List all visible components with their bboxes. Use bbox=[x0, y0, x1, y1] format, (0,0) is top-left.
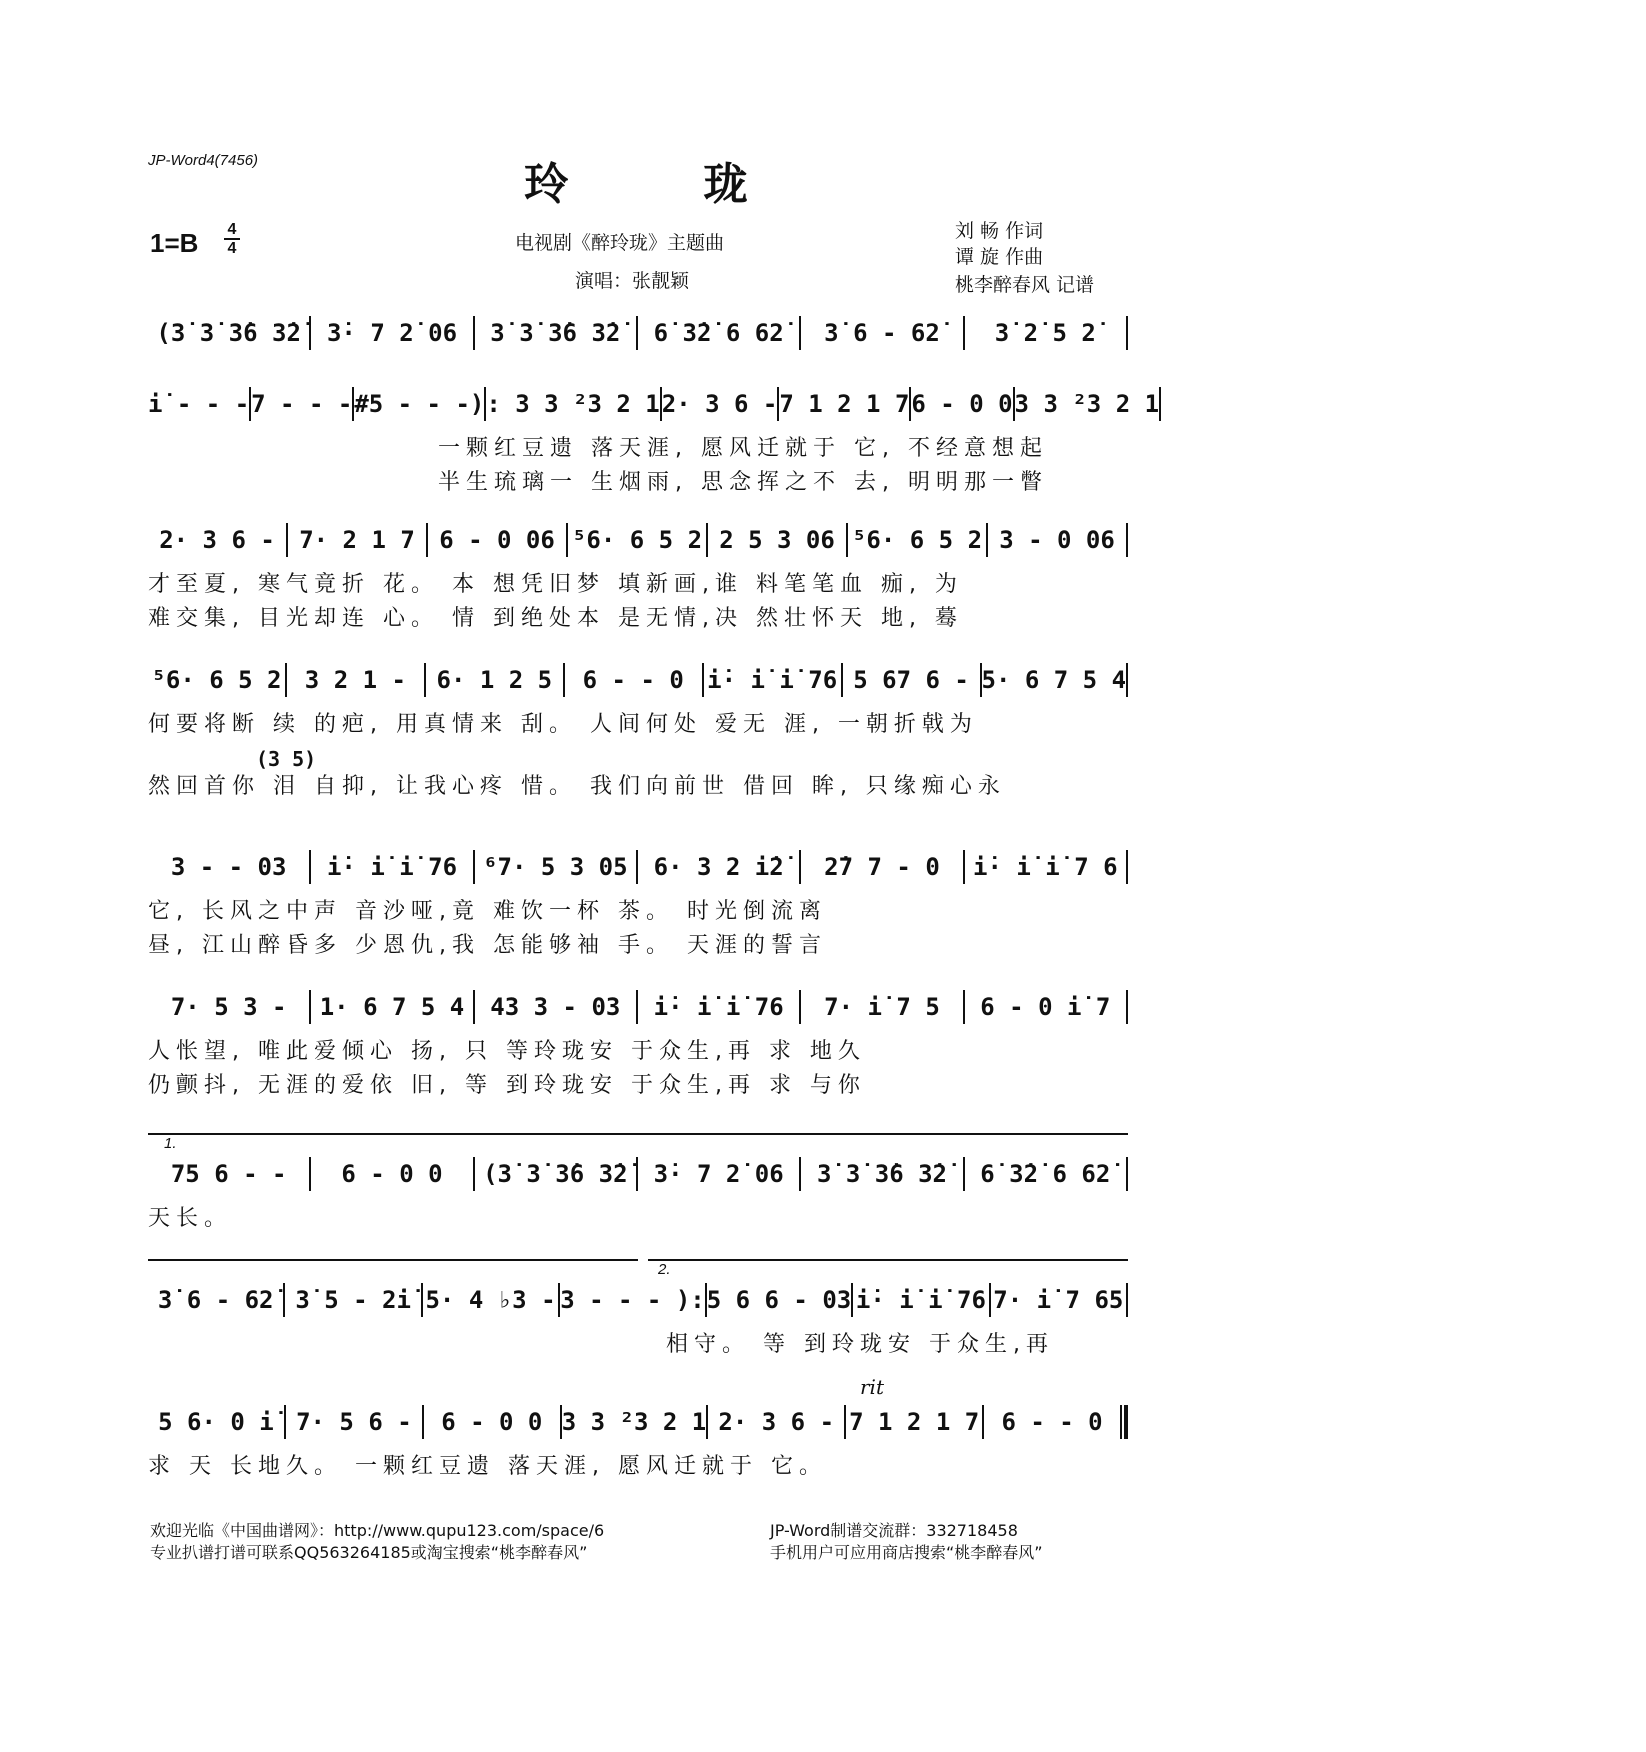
barline bbox=[1126, 990, 1128, 1024]
measure: 7 1 2 1 7 bbox=[849, 1408, 980, 1436]
measure: 3̇ 3̇ 3̇6 3̇2̇ bbox=[816, 1160, 947, 1188]
notes-row bbox=[148, 1157, 1128, 1191]
transcriber-credit: 桃李醉春风 记谱 bbox=[955, 274, 1095, 296]
measure: 6 - - 0 bbox=[1001, 1408, 1103, 1436]
measure: 3̇· 7 2̇ 06 bbox=[326, 319, 458, 347]
measure: 7 - - - bbox=[251, 390, 353, 418]
measure: 3 2 1 - bbox=[304, 666, 406, 694]
measure: ⁵6· 6 5 2 bbox=[151, 666, 282, 694]
measure: 7· i̇ 7 65 bbox=[993, 1286, 1124, 1314]
measure: 75 6 - - bbox=[170, 1160, 287, 1188]
notes-row bbox=[148, 1283, 1128, 1317]
measure: : 3 3 ²3 2 1 bbox=[486, 390, 660, 418]
barline bbox=[1126, 316, 1128, 350]
lyric-line: 才至夏, 寒气竟折 花。 本 想凭旧梦 填新画,谁 料笔笔血 痂, 为 bbox=[148, 572, 963, 597]
measure: 3̇· 7 2̇ 06 bbox=[653, 1160, 784, 1188]
measure: 6 - 0 i̇ 7 bbox=[980, 993, 1111, 1021]
measure: 7· 5 3 - bbox=[170, 993, 287, 1021]
notes-row bbox=[148, 387, 1160, 421]
measure: 6̇ 3̇2̇ 6 62̇ bbox=[980, 1160, 1111, 1188]
footer-website: 欢迎光临《中国曲谱网》：http://www.qupu123.com/space/6 bbox=[150, 1521, 605, 1540]
measure: 2· 3 6 - bbox=[661, 390, 778, 418]
subtitle: 电视剧《醉玲珑》主题曲 bbox=[515, 232, 725, 254]
measure: 6 - 0 0 bbox=[911, 390, 1013, 418]
time-signature-bottom: 4 bbox=[227, 240, 237, 257]
measure: 6· 3 2 i̇2̇ bbox=[653, 853, 784, 881]
measure: 6̇ 3̇2̇ 6 62̇ bbox=[653, 319, 784, 347]
measure: 3 - - - ): bbox=[560, 1286, 705, 1314]
measure: 7· 5 6 - bbox=[296, 1408, 412, 1436]
measure: 2 5 3 06 bbox=[719, 526, 835, 554]
barline bbox=[1126, 850, 1128, 884]
lyric-line: 半生琉璃一 生烟雨, 思念挥之不 去, 明明那一瞥 bbox=[438, 470, 1048, 495]
tempo-marking: rit bbox=[860, 1375, 884, 1399]
lyric-line: 昼, 江山醉昏多 少恩仇,我 怎能够袖 手。 天涯的誓言 bbox=[148, 933, 827, 958]
lyric-line: 求 天 长地久。 一颗红豆遗 落天涯, 愿风迁就于 它。 bbox=[148, 1454, 827, 1479]
measure: 5· 6 7 5 4 bbox=[981, 666, 1127, 694]
composer-credit: 谭 旋 作曲 bbox=[955, 246, 1044, 268]
software-label: JP-Word4(7456) bbox=[148, 152, 259, 169]
footer-app: 手机用户可应用商店搜索“桃李醉春风” bbox=[770, 1543, 1043, 1562]
lyric-line: 相守。 等 到玲珑安 于众生,再 bbox=[666, 1332, 1054, 1357]
measure: 6 - 0 06 bbox=[439, 526, 555, 554]
footer-contact: 专业扒谱打谱可联系QQ563264185或淘宝搜索“桃李醉春风” bbox=[150, 1543, 588, 1562]
measure: 3 - - 03 bbox=[170, 853, 287, 881]
measure: 3̇ 5 - 2̇i̇ bbox=[295, 1286, 411, 1314]
measure: 5 6 6 - 03 bbox=[706, 1286, 852, 1314]
measure: 2· 3 6 - bbox=[159, 526, 275, 554]
measure: (3̇ 3̇ 3̇6 3̇2̇ bbox=[156, 319, 301, 347]
measure: ⁵6· 6 5 2 bbox=[851, 526, 983, 554]
ending-label: 1. bbox=[164, 1135, 177, 1152]
measure: i̇· i̇ i̇ 76 bbox=[326, 853, 458, 881]
measure: i̇· i̇ i̇ 76 bbox=[653, 993, 784, 1021]
footer-group: JP-Word制谱交流群：332718458 bbox=[770, 1521, 1018, 1540]
key-signature: 1=B bbox=[150, 228, 199, 258]
measure: i̇· i̇ i̇ 76 bbox=[707, 666, 838, 694]
barline bbox=[1126, 1157, 1128, 1191]
measure: 5 67 6 - bbox=[853, 666, 969, 694]
measure: 3 3 ²3 2 1 bbox=[561, 1408, 707, 1436]
barline bbox=[1126, 1283, 1128, 1317]
lyric-line: 何要将断 续 的疤, 用真情来 刮。 人间何处 爱无 涯, 一朝折戟为 bbox=[148, 712, 978, 737]
page-title: 玲 珑 bbox=[524, 159, 808, 210]
lyric-line: 难交集, 目光却连 心。 情 到绝处本 是无情,决 然壮怀天 地, 蓦 bbox=[148, 606, 963, 631]
measure: 3̇ 3̇ 3̇6 3̇2̇ bbox=[490, 319, 621, 347]
measure: i̇ - - - bbox=[148, 390, 250, 418]
measure: 43 3 - 03 bbox=[490, 993, 621, 1021]
measure: (3̇ 3̇ 3̇6 3̇2̇ bbox=[483, 1160, 628, 1188]
measure: 7 1 2 1 7 bbox=[779, 390, 910, 418]
measure: 3̇ 6 - 62̇ bbox=[824, 319, 940, 347]
notes-row bbox=[148, 990, 1128, 1024]
alternate-notes: (3 5) bbox=[256, 747, 317, 771]
measure: 3 - 0 06 bbox=[999, 526, 1115, 554]
measure: 6 - 0 0 bbox=[441, 1408, 543, 1436]
lyric-line: 然回首你 泪 自抑, 让我心疼 惜。 我们向前世 借回 眸, 只缘痴心永 bbox=[148, 774, 1006, 799]
notes-row bbox=[148, 663, 1128, 697]
measure: 2· 3 6 - bbox=[718, 1408, 835, 1436]
lyricist-credit: 刘 畅 作词 bbox=[955, 220, 1044, 242]
ending-bracket bbox=[648, 1259, 1128, 1261]
measure: 3 3 ²3 2 1 bbox=[1014, 390, 1160, 418]
lyric-line: 仍颤抖, 无涯的爱依 旧, 等 到玲珑安 于众生,再 求 与你 bbox=[148, 1073, 866, 1098]
barline bbox=[1126, 523, 1128, 557]
barline bbox=[1126, 663, 1128, 697]
measure: ⁵6· 6 5 2 bbox=[571, 526, 703, 554]
lyric-line: 它, 长风之中声 音沙哑,竟 难饮一杯 茶。 时光倒流离 bbox=[148, 899, 827, 924]
measure: #5 - - -) bbox=[354, 390, 485, 418]
measure: 1· 6 7 5 4 bbox=[319, 993, 465, 1021]
measure: 7· 2 1 7 bbox=[299, 526, 415, 554]
ending-bracket bbox=[148, 1259, 638, 1261]
measure: i̇· i̇ i̇ 7 6 bbox=[973, 853, 1118, 881]
measure: 3̇ 2̇ 5 2̇ bbox=[994, 319, 1096, 347]
lyric-line: 一颗红豆遗 落天涯, 愿风迁就于 它, 不经意想起 bbox=[438, 436, 1048, 461]
time-signature bbox=[224, 222, 240, 256]
barline bbox=[1159, 387, 1161, 421]
measure: 6 - - 0 bbox=[582, 666, 684, 694]
notes-row bbox=[148, 1405, 1128, 1439]
measure: 2̇7 7 - 0 bbox=[824, 853, 940, 881]
measure: 5 6· 0 i̇ bbox=[158, 1408, 274, 1436]
measure: 5· 4 ♭3 - bbox=[425, 1286, 556, 1314]
measure: 7· i̇ 7 5 bbox=[824, 993, 940, 1021]
notes-row bbox=[148, 850, 1128, 884]
measure: 6· 1 2 5 bbox=[436, 666, 553, 694]
final-barline bbox=[1120, 1405, 1128, 1439]
singer: 演唱：张靓颖 bbox=[575, 270, 690, 292]
notes-row bbox=[148, 523, 1128, 557]
time-signature-top: 4 bbox=[227, 221, 237, 238]
measure: ⁶7· 5 3 05 bbox=[483, 853, 628, 881]
ending-bracket bbox=[148, 1133, 1128, 1135]
measure: 6 - 0 0 bbox=[341, 1160, 443, 1188]
measure: i̇· i̇ i̇ 76 bbox=[855, 1286, 986, 1314]
ending-label: 2. bbox=[658, 1261, 671, 1278]
measure: 3̇ 6 - 62̇ bbox=[157, 1286, 274, 1314]
notes-row bbox=[148, 316, 1128, 350]
lyric-line: 人怅望, 唯此爱倾心 扬, 只 等玲珑安 于众生,再 求 地久 bbox=[148, 1039, 866, 1064]
lyric-line: 天长。 bbox=[148, 1206, 233, 1231]
